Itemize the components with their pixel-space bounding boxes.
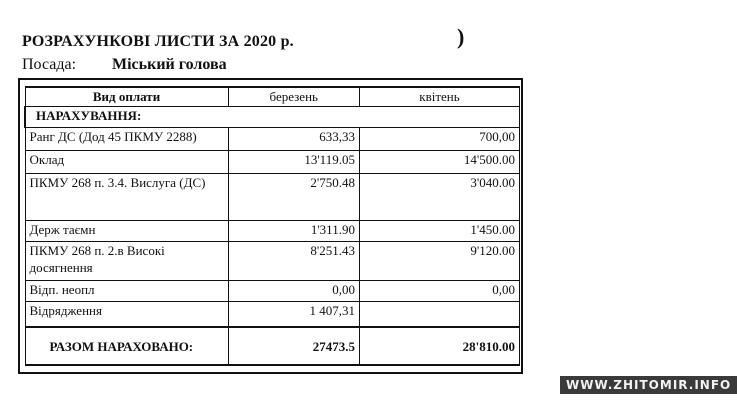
table-row	[25, 128, 520, 151]
table-row	[25, 281, 520, 302]
table-row	[25, 151, 520, 174]
site-watermark: WWW.ZHITOMIR.INFO	[560, 376, 737, 394]
row-march-value: 1 407,31	[228, 302, 359, 328]
row-april-value: 700,00	[359, 128, 519, 151]
row-april-value: 14'500.00	[359, 151, 519, 174]
row-label: Держ таємн	[25, 221, 228, 242]
row-april-value: 1'450.00	[359, 221, 519, 242]
row-label: Відрядження	[25, 302, 228, 328]
row-march-value: 8'251.43	[228, 242, 359, 281]
header-march: березень	[228, 87, 359, 107]
row-label: Ранг ДС (Дод 45 ПКМУ 2288)	[25, 128, 228, 151]
total-row	[25, 327, 520, 365]
row-label: Відп. неопл	[25, 281, 228, 302]
table-row	[25, 242, 520, 281]
section-row	[25, 107, 520, 128]
row-label: Оклад	[25, 151, 228, 174]
closing-parenthesis: )	[457, 24, 465, 49]
row-march-value: 1'311.90	[228, 221, 359, 242]
row-april-value	[359, 302, 519, 328]
row-march-value: 2'750.48	[228, 174, 359, 221]
section-accruals: НАРАХУВАННЯ:	[25, 107, 520, 128]
table-row	[25, 221, 520, 242]
table-row	[25, 174, 520, 221]
row-march-value: 13'119.05	[228, 151, 359, 174]
position-value: Міський голова	[112, 56, 227, 73]
row-label: ПКМУ 268 п. 3.4. Вислуга (ДС)	[25, 174, 228, 221]
table-header-row	[25, 87, 520, 107]
row-march-value: 633,33	[228, 128, 359, 151]
row-april-value: 9'120.00	[359, 242, 519, 281]
total-march-value: 27473.5	[228, 327, 359, 365]
table-row	[25, 302, 520, 328]
header-april: квітень	[359, 87, 519, 107]
position-label: Посада:	[22, 56, 77, 73]
row-march-value: 0,00	[228, 281, 359, 302]
row-label: ПКМУ 268 п. 2.в Високі досягнення	[25, 242, 228, 281]
total-label: РАЗОМ НАРАХОВАНО:	[25, 327, 228, 365]
total-april-value: 28'810.00	[359, 327, 519, 365]
document-title: РОЗРАХУНКОВІ ЛИСТИ ЗА 2020 р.	[22, 33, 294, 50]
row-april-value: 0,00	[359, 281, 519, 302]
header-payment-type: Вид оплати	[25, 87, 228, 107]
payroll-table	[24, 86, 520, 366]
row-april-value: 3'040.00	[359, 174, 519, 221]
